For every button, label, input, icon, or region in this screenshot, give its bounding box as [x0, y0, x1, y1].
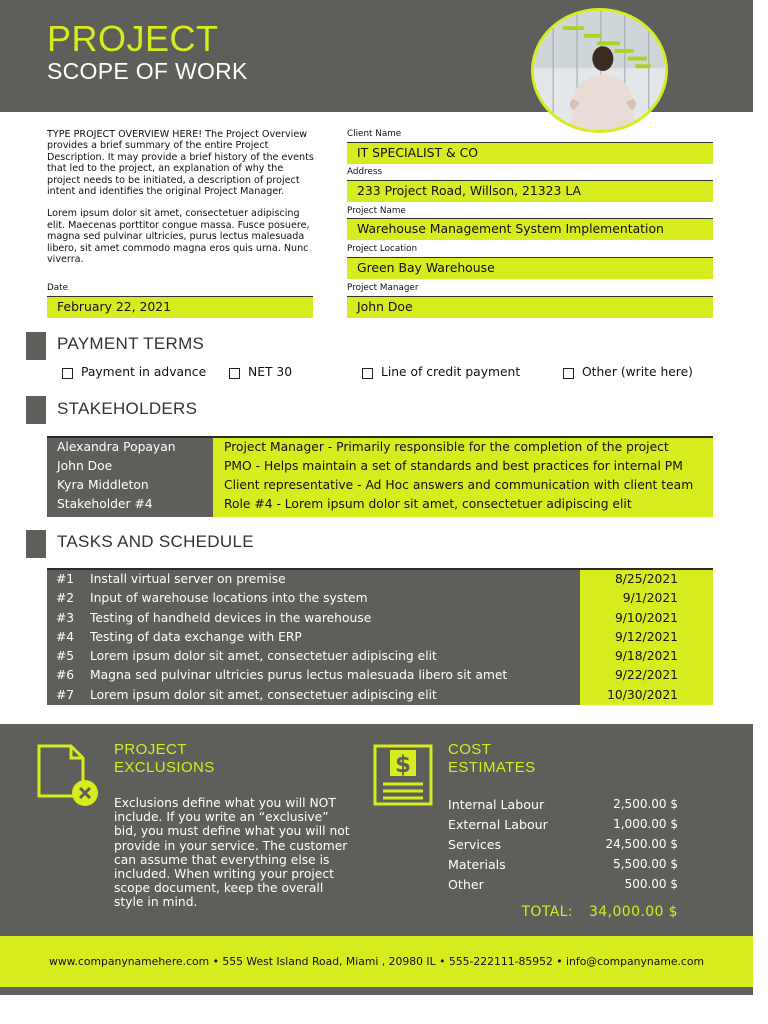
cost-label: Materials [448, 857, 506, 872]
project-location-label: Project Location [347, 244, 418, 254]
cost-amount: 500.00 $ [624, 877, 678, 891]
cost-row [448, 817, 678, 832]
project-overview [47, 129, 315, 276]
task-date: 9/22/2021 [580, 666, 713, 685]
table-row [47, 457, 713, 476]
task-name: Lorem ipsum dolor sit amet, consectetuer adipiscing elit [90, 686, 580, 705]
task-name: Lorem ipsum dolor sit amet, consectetuer adipiscing elit [90, 647, 580, 666]
tasks-table [47, 568, 713, 705]
cost-amount: 1,000.00 $ [613, 817, 678, 831]
table-row [47, 495, 713, 514]
task-date: 9/12/2021 [580, 628, 713, 647]
table-row [47, 666, 713, 685]
project-location-field[interactable]: Green Bay Warehouse [347, 257, 713, 279]
stakeholders-heading: STAKEHOLDERS [57, 399, 198, 418]
cost-heading-line: ESTIMATES [448, 759, 536, 776]
task-number: #5 [47, 647, 90, 666]
stakeholder-role: Project Manager - Primarily responsible for the completion of the project [213, 438, 713, 457]
client-name-label: Client Name [347, 129, 402, 139]
task-number: #2 [47, 589, 90, 608]
document-x-icon [37, 744, 101, 808]
stakeholder-role: Client representative - Ad Hoc answers and communication with client team [213, 476, 713, 495]
bottom-divider [0, 987, 753, 995]
cost-heading-line: COST [448, 741, 492, 758]
payment-option[interactable] [563, 365, 693, 379]
table-row [47, 476, 713, 495]
cost-row [448, 877, 678, 892]
stakeholder-role: Role #4 - Lorem ipsum dolor sit amet, consectetuer adipiscing elit [213, 495, 713, 517]
cost-row [448, 857, 678, 872]
tasks-heading: TASKS AND SCHEDULE [57, 532, 254, 551]
overview-paragraph: TYPE PROJECT OVERVIEW HERE! The Project Overview provides a brief summary of the entire Project Description. It may provide a brief history of the events that led to the project, an explanation of why the project needs to be initiated, a description of project intent and identifies the original Project Manager. [47, 129, 314, 198]
exclusions-heading-line: EXCLUSIONS [114, 759, 215, 776]
exclusions-heading [114, 741, 215, 777]
payment-terms-heading: PAYMENT TERMS [57, 334, 205, 353]
header-photo [531, 8, 668, 133]
stakeholders-table [47, 436, 713, 514]
payment-option-label: Other (write here) [582, 365, 693, 379]
section-marker [26, 332, 46, 360]
total-value: 34,000.00 $ [588, 904, 678, 920]
cost-row [448, 837, 678, 852]
payment-option-label: Payment in advance [81, 365, 207, 379]
cost-amount: 5,500.00 $ [613, 857, 678, 871]
page-subtitle: SCOPE OF WORK [47, 58, 248, 84]
cost-row [448, 797, 678, 812]
task-name: Input of warehouse locations into the system [90, 589, 580, 608]
checkbox[interactable] [362, 368, 373, 379]
stakeholder-role: PMO - Helps maintain a set of standards and best practices for internal PM [213, 457, 713, 476]
stakeholder-name: Kyra Middleton [47, 476, 213, 495]
task-date: 9/1/2021 [580, 589, 713, 608]
exclusions-text: Exclusions define what you will NOT include. If you write an “exclusive” bid, you must define what you will not provide in your service. The customer can assume that everything else is included. When writing your project scope document, keep the overall style in mind. [114, 796, 350, 910]
stakeholder-name: John Doe [47, 457, 213, 476]
project-manager-field[interactable]: John Doe [347, 296, 713, 318]
stakeholder-name: Alexandra Popayan [47, 438, 213, 457]
task-date: 10/30/2021 [580, 686, 713, 705]
table-row [47, 628, 713, 647]
stakeholder-name: Stakeholder #4 [47, 495, 213, 517]
checkbox[interactable] [62, 368, 73, 379]
payment-option-label: Line of credit payment [381, 365, 521, 379]
task-name: Magna sed pulvinar ultricies purus lectus malesuada libero sit amet [90, 666, 580, 685]
total-label: TOTAL: [521, 904, 573, 920]
task-number: #7 [47, 686, 90, 705]
project-manager-label: Project Manager [347, 283, 419, 293]
payment-option[interactable] [229, 365, 292, 379]
table-row [47, 570, 713, 589]
contact-bar: www.companynamehere.com • 555 West Island Road, Miami , 20980 IL • 555-222111-85952 • info@companyname.com [0, 936, 753, 987]
section-marker [26, 530, 46, 558]
table-row [47, 589, 713, 608]
payment-option[interactable] [62, 365, 206, 379]
checkbox[interactable] [563, 368, 574, 379]
cost-label: External Labour [448, 817, 548, 832]
project-name-field[interactable]: Warehouse Management System Implementation [347, 218, 713, 240]
task-number: #1 [47, 570, 90, 589]
dollar-receipt-icon [373, 744, 435, 808]
task-date: 8/25/2021 [580, 570, 713, 589]
task-number: #6 [47, 666, 90, 685]
address-field[interactable]: 233 Project Road, Willson, 21323 LA [347, 180, 713, 202]
task-number: #3 [47, 609, 90, 628]
table-row [47, 438, 713, 457]
svg-text:$: $ [394, 752, 412, 778]
task-date: 9/18/2021 [580, 647, 713, 666]
task-number: #4 [47, 628, 90, 647]
table-row [47, 647, 713, 666]
cost-label: Services [448, 837, 502, 852]
cost-amount: 24,500.00 $ [605, 837, 678, 851]
project-name-label: Project Name [347, 206, 406, 216]
payment-option[interactable] [362, 365, 520, 379]
date-field[interactable]: February 22, 2021 [47, 296, 313, 318]
cost-estimates-heading [448, 741, 536, 777]
cost-label: Other [448, 877, 484, 892]
date-label: Date [47, 283, 69, 293]
exclusions-heading-line: PROJECT [114, 741, 187, 758]
cost-label: Internal Labour [448, 797, 545, 812]
table-row [47, 686, 713, 705]
client-name-field[interactable]: IT SPECIALIST & CO [347, 142, 713, 164]
page-title: PROJECT [47, 18, 219, 59]
payment-option-label: NET 30 [248, 365, 293, 379]
cost-amount: 2,500.00 $ [613, 797, 678, 811]
overview-paragraph: Lorem ipsum dolor sit amet, consectetuer adipiscing elit. Maecenas porttitor congue massa. Fusce posuere, magna sed pulvinar ultricies, purus lectus malesuada libero, sit amet commodo magna eros quis urna. Nunc viverra. [47, 208, 310, 266]
task-date: 9/10/2021 [580, 609, 713, 628]
task-name: Testing of data exchange with ERP [90, 628, 580, 647]
task-name: Install virtual server on premise [90, 570, 580, 589]
checkbox[interactable] [229, 368, 240, 379]
task-name: Testing of handheld devices in the warehouse [90, 609, 580, 628]
cost-total [448, 904, 678, 920]
table-row [47, 609, 713, 628]
section-marker [26, 396, 46, 424]
address-label: Address [347, 167, 383, 177]
